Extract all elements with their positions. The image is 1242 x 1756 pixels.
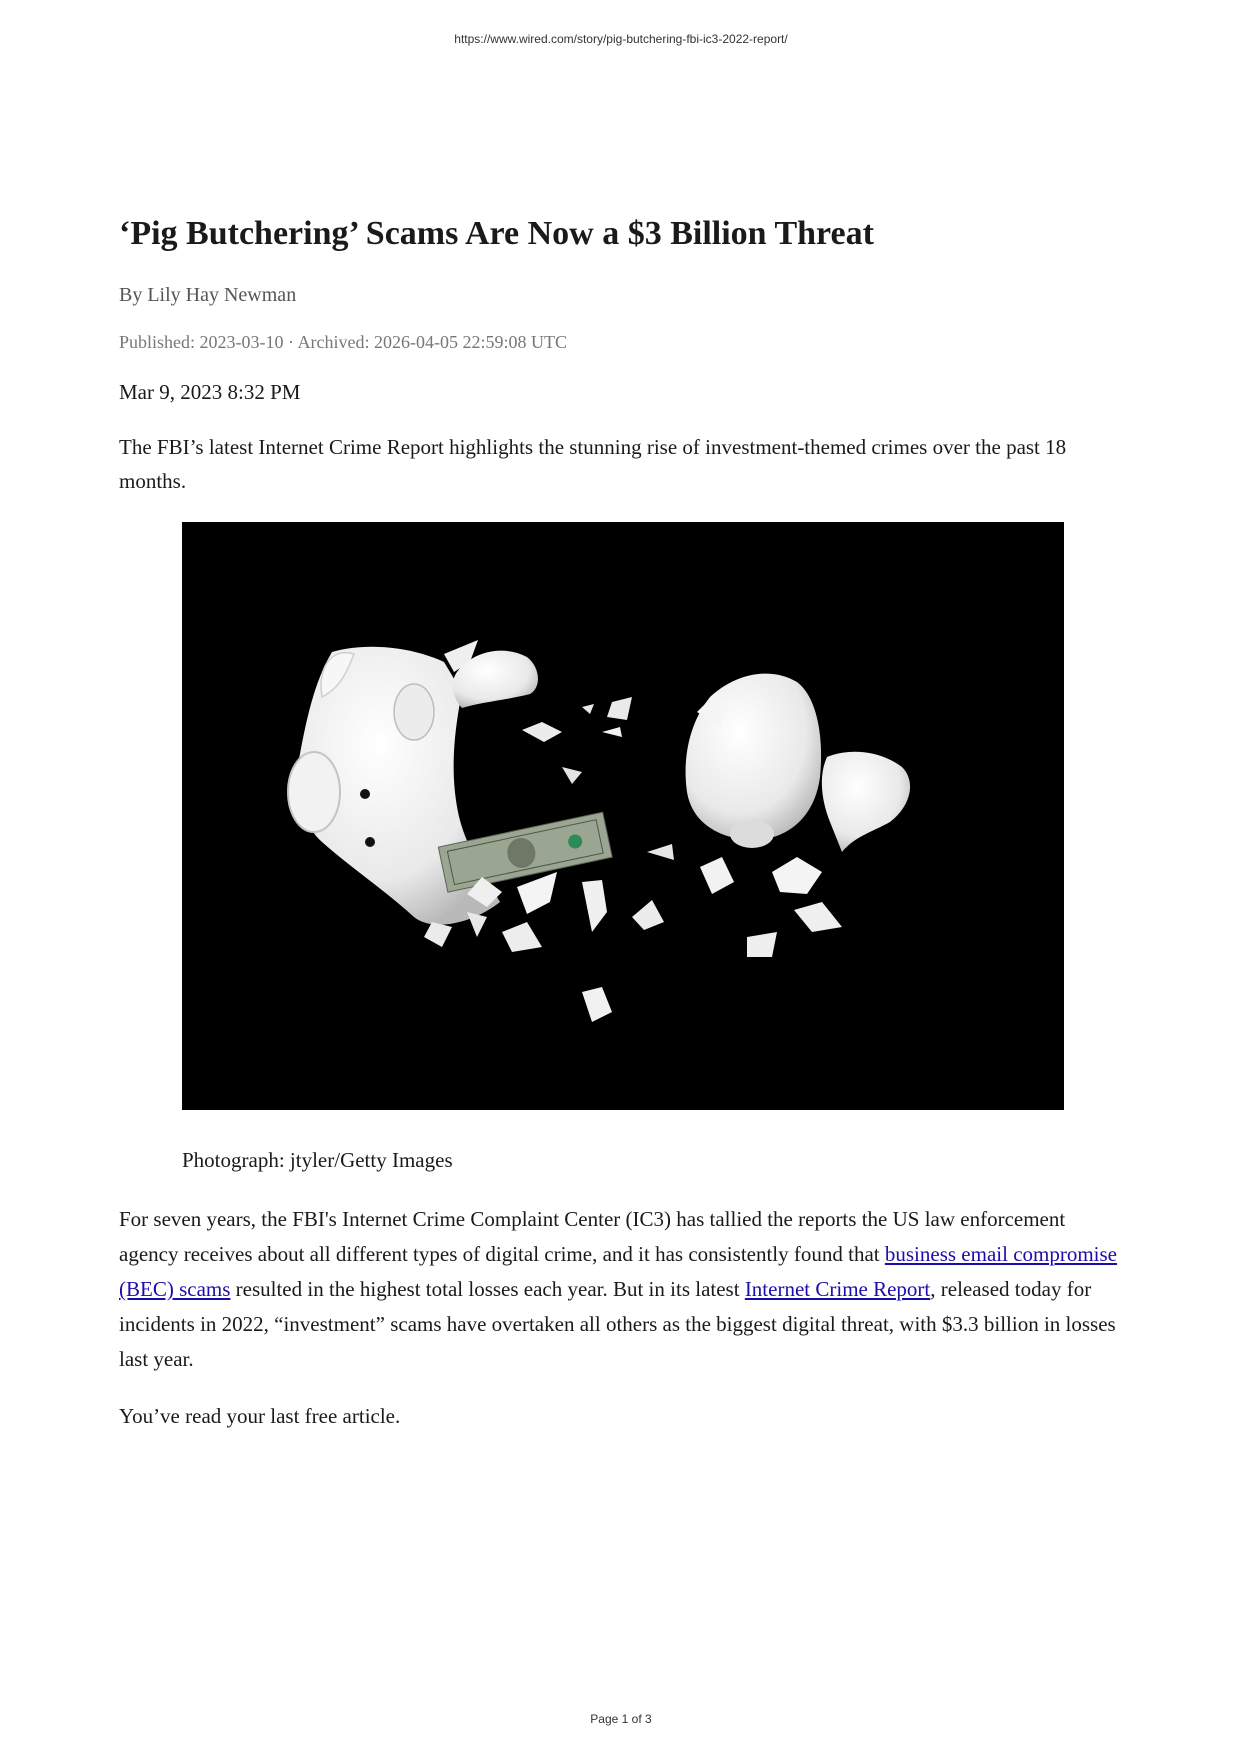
bec-scams-link[interactable]: business email compromise (BEC) scams	[119, 1242, 1118, 1301]
page-url: https://www.wired.com/story/pig-butchering-fbi-ic3-2022-report/	[454, 32, 788, 46]
paywall-notice: You’ve read your last free article.	[119, 1404, 401, 1428]
byline: By Lily Hay Newman	[119, 284, 297, 306]
paragraph-text-1: For seven years, the FBI's Internet Crime Complaint Center (IC3) has tallied the reports the US law enforcement agency receives about all different types of digital crime, and it has consistently found that	[119, 1207, 1066, 1266]
body-paragraph	[119, 1202, 1124, 1377]
page-number: Page 1 of 3	[590, 1712, 652, 1726]
article-title: ‘Pig Butchering’ Scams Are Now a $3 Billion Threat	[119, 215, 874, 252]
article-date: Mar 9, 2023 8:32 PM	[119, 380, 301, 404]
publish-meta: Published: 2023-03-10 · Archived: 2026-04-05 22:59:08 UTC	[119, 332, 567, 352]
article	[119, 212, 1124, 1431]
paragraph-text-3: , released today for incidents in 2022, “investment” scams have overtaken all others as the biggest digital threat, with $3.3 billion in losses last year.	[119, 1277, 1116, 1371]
broken-piggy-bank-photo	[182, 522, 1064, 1110]
paragraph-text-2: resulted in the highest total losses each year. But in its latest	[230, 1277, 745, 1301]
article-dek: The FBI’s latest Internet Crime Report highlights the stunning rise of investment-themed crimes over the past 18 months.	[119, 435, 1067, 493]
internet-crime-report-link[interactable]: Internet Crime Report	[744, 1277, 931, 1301]
image-caption: Photograph: jtyler/Getty Images	[182, 1148, 453, 1172]
article-figure	[182, 522, 1064, 1174]
